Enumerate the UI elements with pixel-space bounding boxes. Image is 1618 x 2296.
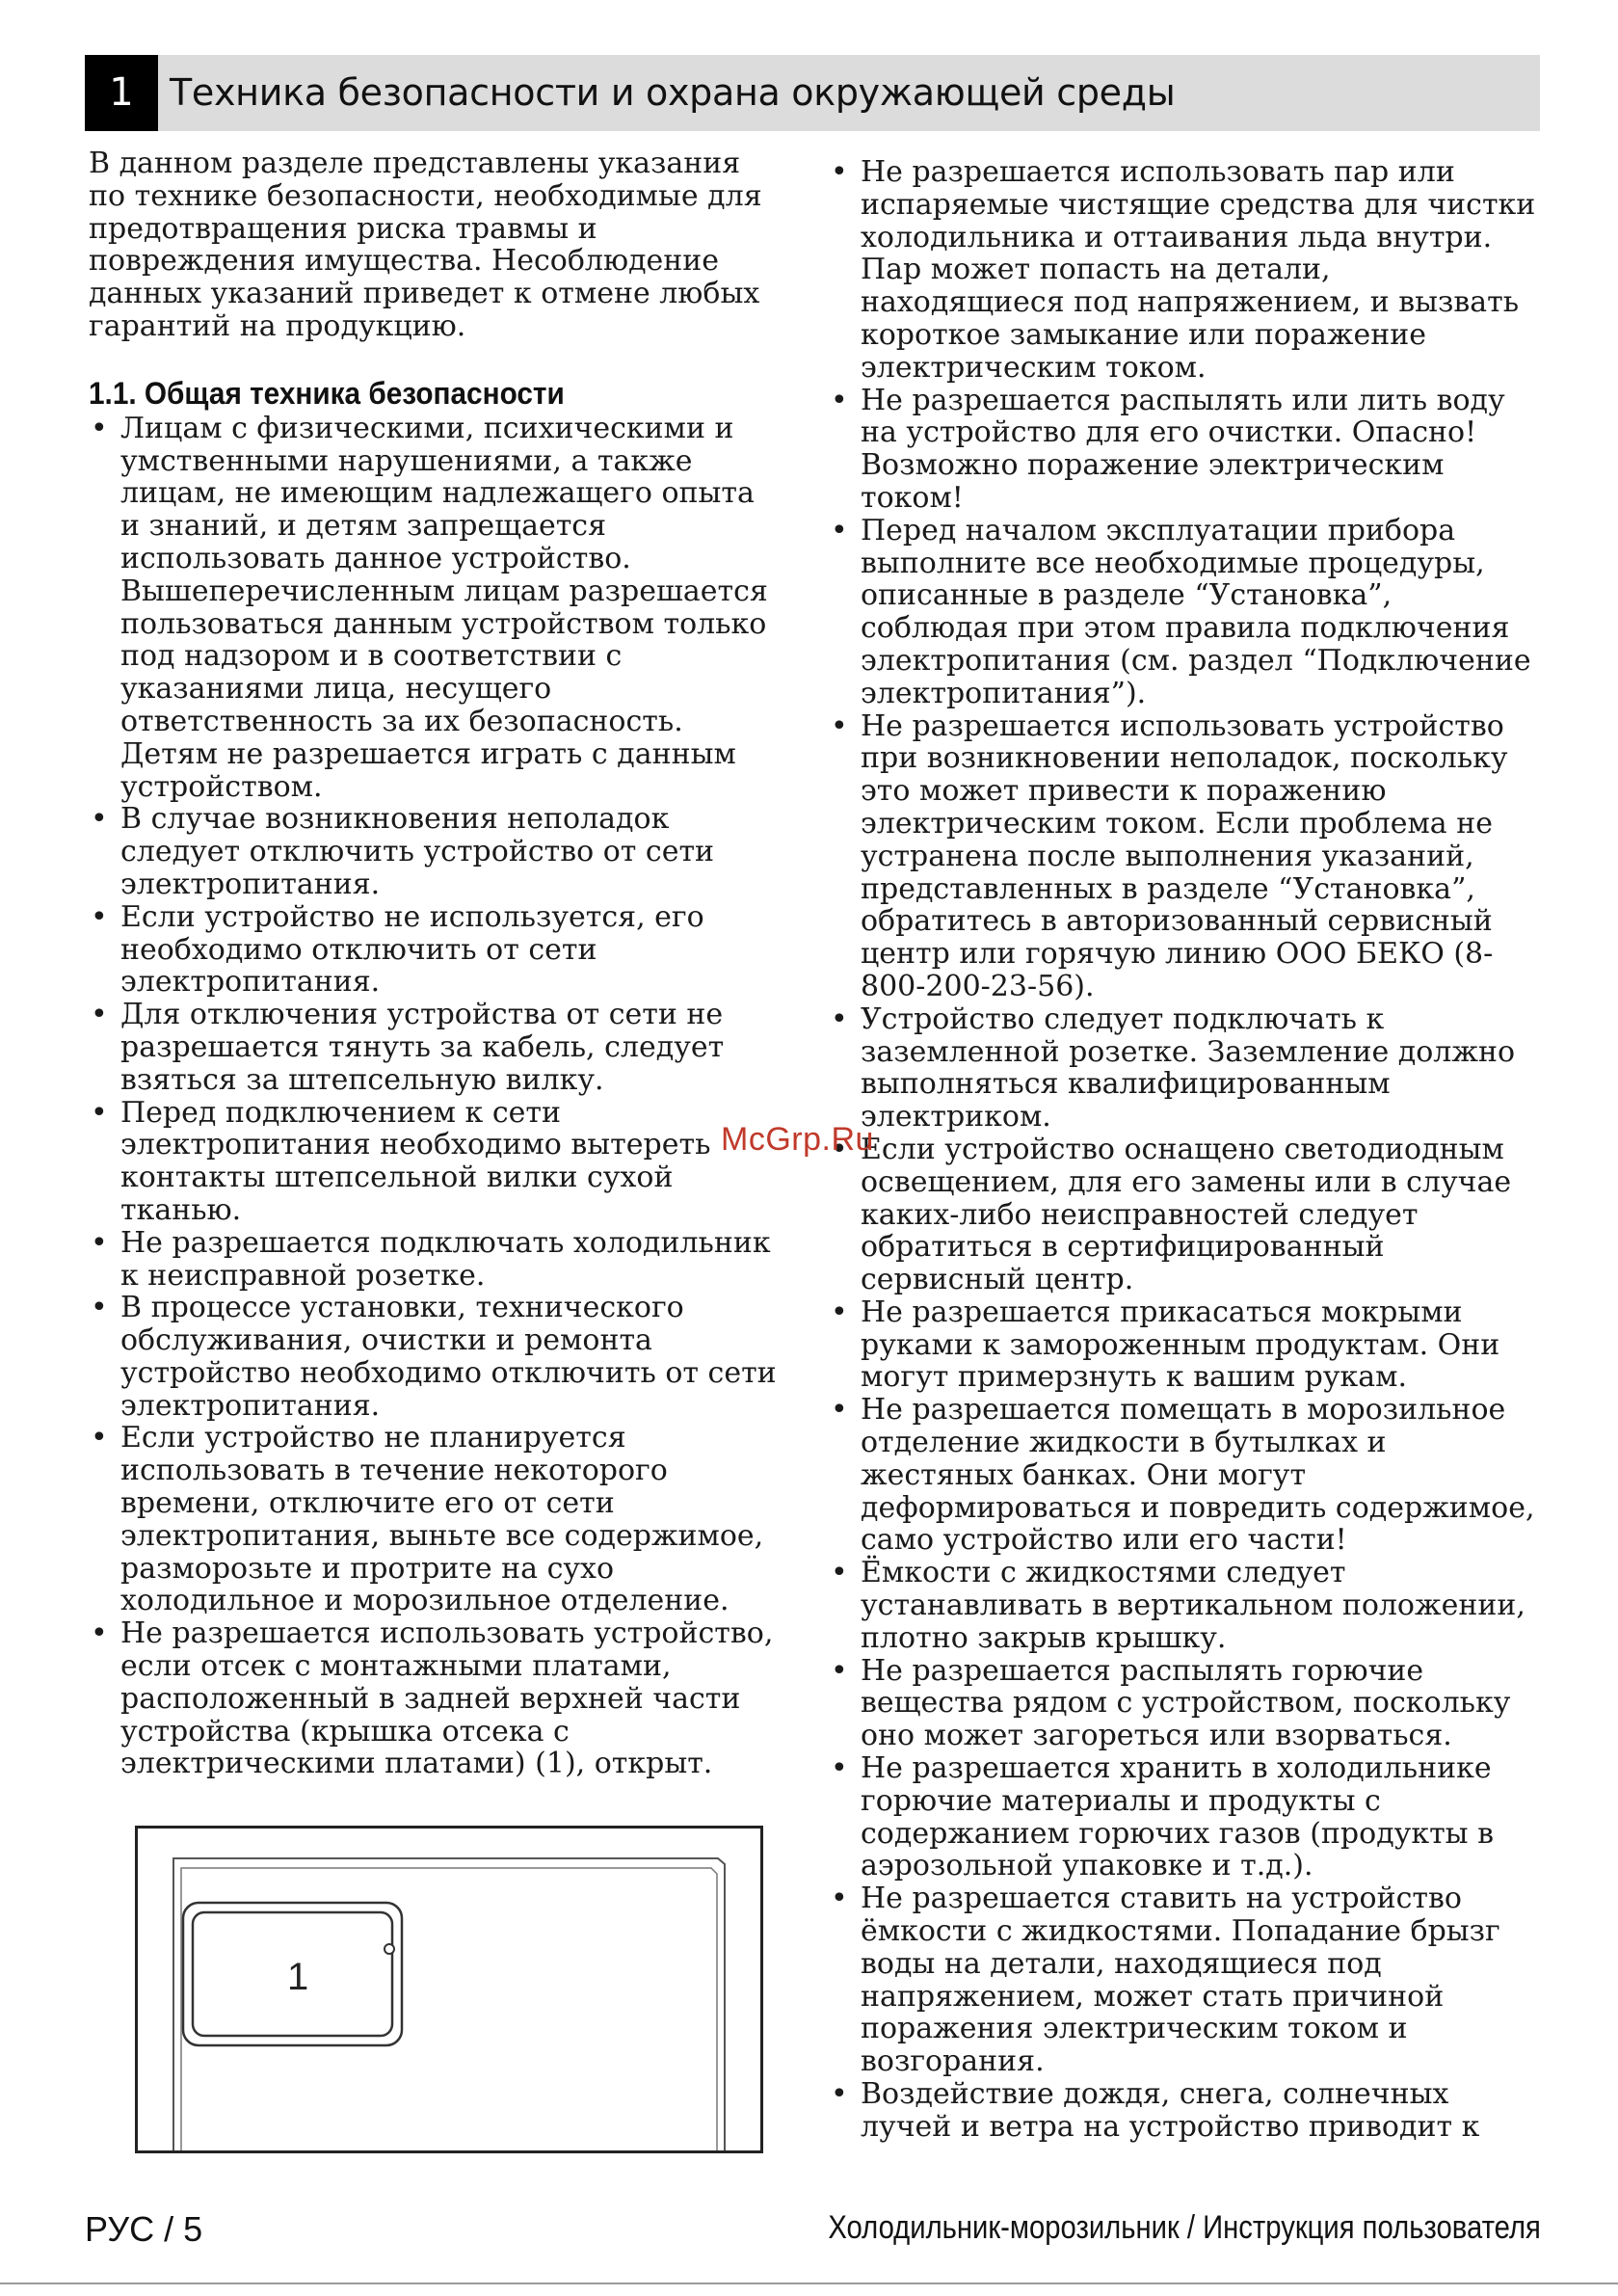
- bullet-item: • Ёмкости с жидкостями следует устанавливать в вертикальном положении, плотно закрыв крышку.: [829, 1557, 1542, 1654]
- bullet-item: • Перед началом эксплуатации прибора выполните все необходимые процедуры, описанные в разделе “Установка”, соблюдая при этом правила подключения электропитания (см. раздел “Подключение электропитания”).: [829, 515, 1542, 710]
- bullet-item: • Не разрешается помещать в морозильное отделение жидкости в бутылках и жестяных банках. Они могут деформироваться и повредить содержимое, само устройство или его части!: [829, 1394, 1542, 1557]
- bullet-item: • Для отключения устройства от сети не разрешается тянуть за кабель, следует взяться за штепсельную вилку.: [89, 999, 782, 1096]
- bullet-item: • Не разрешается подключать холодильник к неисправной розетке.: [89, 1227, 782, 1293]
- bullet-item: • Не разрешается хранить в холодильнике горючие материалы и продукты с содержанием горючих газов (продукты в аэрозольной упаковке и т.д.).: [829, 1752, 1542, 1882]
- bullet-item: • Не разрешается использовать пар или испаряемые чистящие средства для чистки холодильника и оттаивания льда внутри. Пар может попасть на детали, находящиеся под напряжением, и вызвать короткое замыкание или поражение электрическим током.: [829, 156, 1542, 385]
- bullet-item: • В случае возникновения неполадок следует отключить устройство от сети электропитания.: [89, 803, 782, 900]
- circuit-board-cover-figure: [135, 1826, 763, 2153]
- section-number: 1: [85, 55, 158, 131]
- page-number: РУС / 5: [85, 2209, 203, 2249]
- bullet-item: • Не разрешается использовать устройство, если отсек с монтажными платами, расположенный в задней верхней части устройства (крышка отсека с электрическими платами) (1), открыт.: [89, 1617, 782, 1780]
- bullet-item: • Не разрешается распылять или лить воду на устройство для его очистки. Опасно! Возможно поражение электрическим током!: [829, 385, 1542, 515]
- intro-paragraph: В данном разделе представлены указания по технике безопасности, необходимые для предотвращения риска травмы и повреждения имущества. Несоблюдение данных указаний приведет к отмене любых гарантий на продукцию.: [89, 147, 762, 343]
- bullet-item: • Не разрешается прикасаться мокрыми руками к замороженным продуктам. Они могут примерзнуть к вашим рукам.: [829, 1296, 1542, 1394]
- section-title: Техника безопасности и охрана окружающей среды: [170, 71, 1176, 114]
- bullet-item: • Лицам с физическими, психическими и умственными нарушениями, а также лицам, не имеющим надлежащего опыта и знаний, и детям запрещается использовать данное устройство. Вышеперечисленным лицам разрешается пользоваться данным устройством только под надзором и в соответствии с указаниями лица, несущего ответственность за их безопасность. Детям не разрешается играть с данным устройством.: [89, 413, 782, 804]
- watermark: McGrp.Ru: [721, 1121, 874, 1158]
- document-title: Холодильник-морозильник / Инструкция пользователя: [828, 2209, 1541, 2246]
- bullet-item: • Не разрешается использовать устройство при возникновении неполадок, поскольку это может привести к поражению электрическим током. Если проблема не устранена после выполнения указаний, представленных в разделе “Установка”, обратитесь в авторизованный сервисный центр или горячую линию ООО БЕКО (8-800-200-23-56).: [829, 710, 1542, 1003]
- bullet-item: • Не разрешается распылять горючие вещества рядом с устройством, поскольку оно может загореться или взорваться.: [829, 1655, 1542, 1752]
- figure-drawing: [135, 1826, 763, 2153]
- bullet-item: • Если устройство оснащено светодиодным освещением, для его замены или в случае каких-либо неисправностей следует обратиться в сертифицированный сервисный центр.: [829, 1134, 1542, 1296]
- cover-screw-icon: [385, 1944, 394, 1954]
- figure-callout-label: 1: [287, 1956, 309, 1998]
- bullet-item: • Если устройство не используется, его необходимо отключить от сети электропитания.: [89, 901, 782, 999]
- left-bullet-list: [89, 413, 782, 1780]
- right-column: [829, 156, 1542, 2144]
- subsection-heading: 1.1. Общая техника безопасности: [89, 375, 565, 411]
- bullet-item: • Не разрешается ставить на устройство ёмкости с жидкостями. Попадание брызг воды на детали, находящиеся под напряжением, может стать причиной поражения электрическим током и возгорания.: [829, 1882, 1542, 2078]
- bullet-item: • Если устройство не планируется использовать в течение некоторого времени, отключите его от сети электропитания, выньте все содержимое, разморозьте и протрите на сухо холодильное и морозильное отделение.: [89, 1422, 782, 1617]
- bullet-item: • Перед подключением к сети электропитания необходимо вытереть контакты штепсельной вилки сухой тканью.: [89, 1097, 782, 1227]
- left-column: [89, 147, 782, 1780]
- section-header: [85, 55, 1540, 131]
- bullet-item: • В процессе установки, технического обслуживания, очистки и ремонта устройство необходимо отключить от сети электропитания.: [89, 1292, 782, 1422]
- bullet-item: • Устройство следует подключать к заземленной розетке. Заземление должно выполняться квалифицированным электриком.: [829, 1003, 1542, 1134]
- bullet-item: • Воздействие дождя, снега, солнечных лучей и ветра на устройство приводит к: [829, 2078, 1542, 2144]
- right-bullet-list: [829, 156, 1542, 2144]
- bottom-divider: [0, 2283, 1618, 2284]
